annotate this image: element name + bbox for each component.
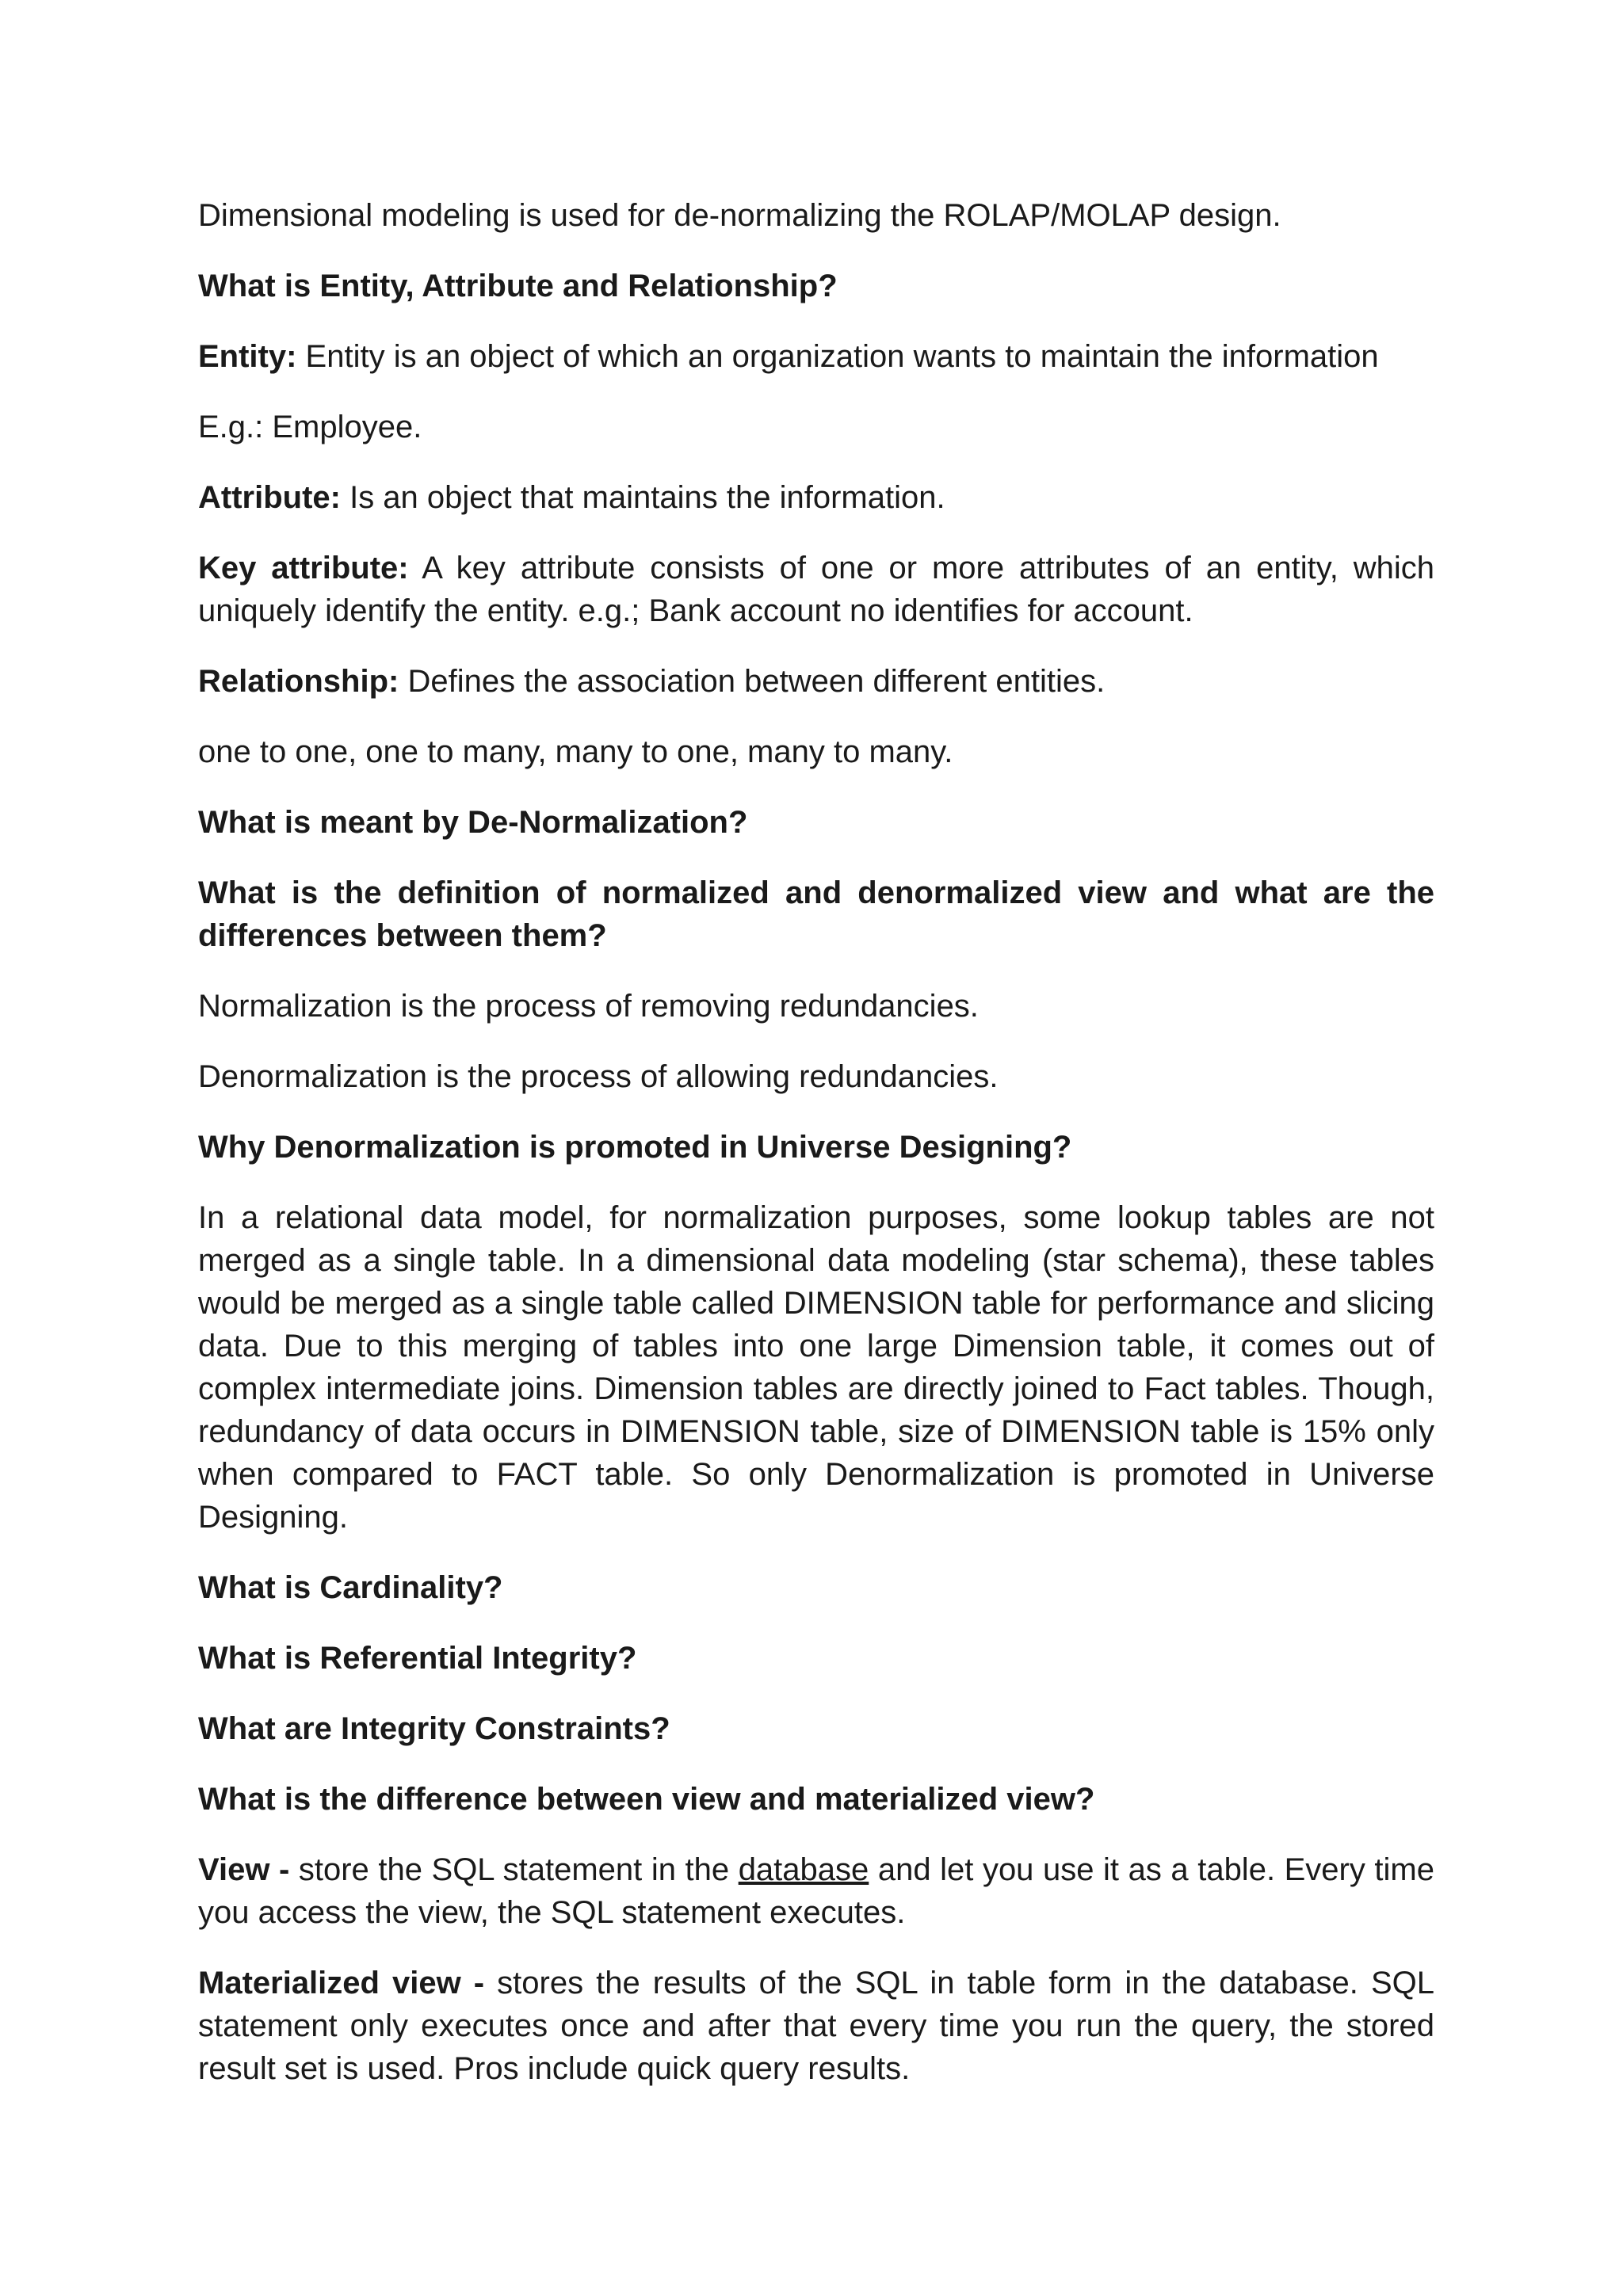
- universe-answer: In a relational data model, for normalization purposes, some lookup tables are not merged as a single table. In a dimensional data modeling (star schema), these tables would be merged as a single table called DIMENSION table for performance and slicing data. Due to this merging of tables into one large Dimension table, it comes out of complex intermediate joins. Dimension tables are directly joined to Fact tables. Though, redundancy of data occurs in DIMENSION table, size of DIMENSION table is 15% only when compared to FACT table. So only Denormalization is promoted in Universe Designing.: [198, 1200, 1434, 1535]
- entity-term: Entity:: [198, 339, 297, 374]
- relationship-types: one to one, one to many, many to one, many to many.: [198, 734, 953, 769]
- question-universe-designing: Why Denormalization is promoted in Universe Designing?: [198, 1130, 1072, 1165]
- materialized-view-text: stores the results of the SQL in table form in the database. SQL statement only executes once and after that every time you run the query, the stored result set is used. Pros include quick query results.: [198, 1966, 1434, 2086]
- materialized-view-definition: [198, 1962, 1434, 2090]
- question-integrity-constraints: What are Integrity Constraints?: [198, 1711, 670, 1746]
- view-text-after: and let you use it as a table. Every time you access the view, the SQL statement executes.: [198, 1852, 1434, 1930]
- relationship-term: Relationship:: [198, 664, 399, 699]
- materialized-view-term: Materialized view -: [198, 1966, 485, 2000]
- key-attribute-text: A key attribute consists of one or more attributes of an entity, which uniquely identify the entity. e.g.; Bank account no identifies for account.: [198, 551, 1435, 628]
- question-cardinality: What is Cardinality?: [198, 1570, 503, 1605]
- question-entity-attribute-relationship: What is Entity, Attribute and Relationship?: [198, 269, 838, 303]
- entity-text: Entity is an object of which an organization wants to maintain the information: [296, 339, 1379, 374]
- attribute-definition: [198, 476, 1434, 519]
- question-view-difference: What is the difference between view and materialized view?: [198, 1782, 1095, 1817]
- relationship-definition: [198, 660, 1434, 703]
- denormalization-definition: Denormalization is the process of allowing redundancies.: [198, 1059, 999, 1094]
- view-text-before: store the SQL statement in the: [289, 1852, 739, 1887]
- document-page: [198, 194, 1434, 2118]
- database-link[interactable]: database: [738, 1852, 869, 1887]
- attribute-text: Is an object that maintains the information.: [340, 480, 945, 515]
- view-term: View -: [198, 1852, 290, 1887]
- key-attribute-definition: [198, 547, 1434, 632]
- question-normalized-view: What is the definition of normalized and denormalized view and what are the differences between them?: [198, 875, 1434, 953]
- key-attribute-term: Key attribute:: [198, 551, 409, 585]
- relationship-text: Defines the association between different entities.: [399, 664, 1106, 699]
- question-referential-integrity: What is Referential Integrity?: [198, 1641, 637, 1676]
- view-definition: [198, 1848, 1434, 1934]
- intro-paragraph: Dimensional modeling is used for de-normalizing the ROLAP/MOLAP design.: [198, 198, 1281, 233]
- question-denormalization: What is meant by De-Normalization?: [198, 805, 748, 840]
- entity-example: E.g.: Employee.: [198, 410, 422, 444]
- attribute-term: Attribute:: [198, 480, 341, 515]
- normalization-definition: Normalization is the process of removing redundancies.: [198, 989, 979, 1024]
- entity-definition: [198, 335, 1434, 378]
